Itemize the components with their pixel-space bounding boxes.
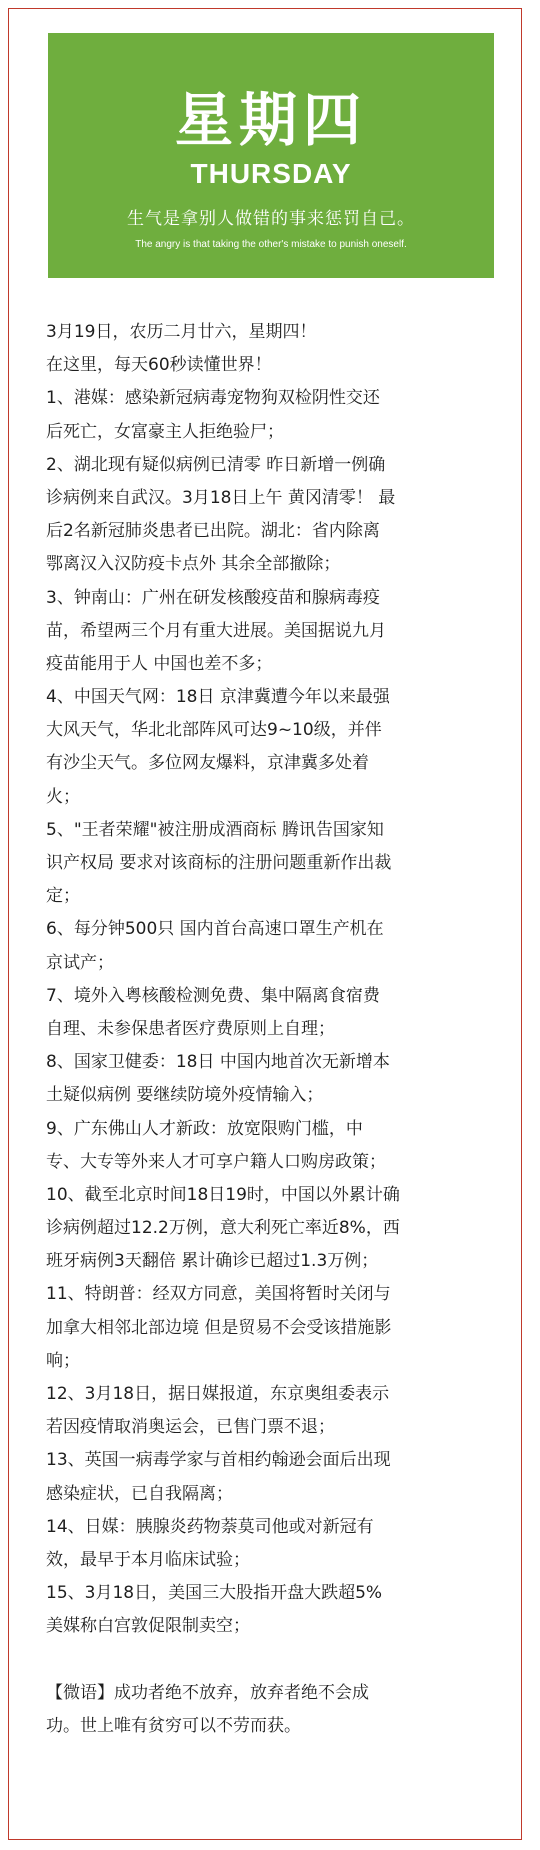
news-line: 自理、未参保患者医疗费原则上自理；	[46, 1018, 335, 1039]
news-line: 3、钟南山：广州在研发核酸疫苗和腺病毒疫	[46, 587, 380, 608]
news-line: 诊病例来自武汉。3月18日上午 黄冈清零！ 最	[46, 487, 396, 508]
news-line: 10、截至北京时间18日19时，中国以外累计确	[46, 1184, 400, 1205]
news-list	[46, 382, 496, 1643]
news-line: 15、3月18日，美国三大股指开盘大跌超5%	[46, 1583, 383, 1604]
news-line: 1、港媒：感染新冠病毒宠物狗双检阴性交还	[46, 388, 380, 409]
news-line: 感染症状，已自我隔离；	[46, 1483, 233, 1504]
news-line: 响；	[46, 1350, 80, 1371]
closing-line: 【微语】成功者绝不放弃，放弃者绝不会成	[46, 1682, 369, 1703]
news-line: 班牙病例3天翻倍 累计确诊已超过1.3万例；	[46, 1251, 379, 1272]
news-line: 定；	[46, 886, 80, 907]
news-line: 后2名新冠肺炎患者已出院。湖北：省内除离	[46, 521, 380, 542]
news-line: 4、中国天气网：18日 京津冀遭今年以来最强	[46, 687, 390, 708]
news-line: 疫苗能用于人 中国也差不多；	[46, 653, 273, 674]
spacer	[46, 1644, 496, 1677]
news-line: 若因疫情取消奥运会，已售门票不退；	[46, 1417, 335, 1438]
intro-block	[46, 316, 496, 382]
news-line: 9、广东佛山人才新政：放宽限购门槛，中	[46, 1118, 363, 1139]
intro-line: 3月19日，农历二月廿六，星期四！	[46, 322, 317, 342]
news-line: 13、英国一病毒学家与首相约翰逊会面后出现	[46, 1450, 391, 1471]
banner-title-en: THURSDAY	[190, 158, 352, 189]
day-banner	[48, 33, 494, 278]
news-line: 8、国家卫健委：18日 中国内地首次无新增本	[46, 1052, 390, 1073]
news-line: 识产权局 要求对该商标的注册问题重新作出裁	[46, 853, 392, 873]
news-line: 12、3月18日，据日媒报道，东京奥组委表示	[46, 1384, 390, 1404]
news-line: 京试产；	[46, 952, 114, 973]
news-line: 7、境外入粤核酸检测免费、集中隔离食宿费	[46, 985, 380, 1006]
news-line: 加拿大相邻北部边境 但是贸易不会受该措施影	[46, 1317, 392, 1338]
news-line: 火；	[46, 786, 80, 807]
banner-quote-cn: 生气是拿别人做错的事来惩罚自己。	[127, 209, 415, 229]
news-line: 效，最早于本月临床试验；	[46, 1549, 250, 1570]
closing-line: 功。世上唯有贫穷可以不劳而获。	[46, 1715, 301, 1736]
intro-line: 在这里，每天60秒读懂世界！	[46, 355, 272, 376]
news-line: 苗，希望两三个月有重大进展。美国据说九月	[46, 620, 386, 641]
news-line: 专、大专等外来人才可享户籍人口购房政策；	[46, 1151, 386, 1172]
news-content	[46, 316, 496, 1743]
news-line: 2、湖北现有疑似病例已清零 昨日新增一例确	[46, 454, 386, 475]
news-line: 大风天气，华北北部阵风可达9~10级，并伴	[46, 720, 382, 741]
news-line: 土疑似病例 要继续防境外疫情输入；	[46, 1085, 324, 1106]
news-line: 14、日媒：胰腺炎药物萘莫司他或对新冠有	[46, 1516, 374, 1537]
news-line: 鄂离汉入汉防疫卡点外 其余全部撤除；	[46, 554, 341, 575]
closing-quote	[46, 1677, 496, 1743]
news-line: 美媒称白宫敦促限制卖空；	[46, 1616, 250, 1637]
news-line: 诊病例超过12.2万例，意大利死亡率近8%，西	[46, 1218, 400, 1239]
news-line: 后死亡，女富豪主人拒绝验尸；	[46, 421, 284, 442]
banner-quote-en: The angry is that taking the other's mistake to punish oneself.	[135, 239, 407, 250]
news-line: 5、"王者荣耀"被注册成酒商标 腾讯告国家知	[46, 819, 384, 840]
news-line: 有沙尘天气。多位网友爆料，京津冀多处着	[46, 753, 369, 774]
news-line: 11、特朗普：经双方同意，美国将暂时关闭与	[46, 1284, 391, 1305]
banner-title-cn: 星期四	[174, 86, 367, 154]
news-line: 6、每分钟500只 国内首台高速口罩生产机在	[46, 919, 384, 940]
